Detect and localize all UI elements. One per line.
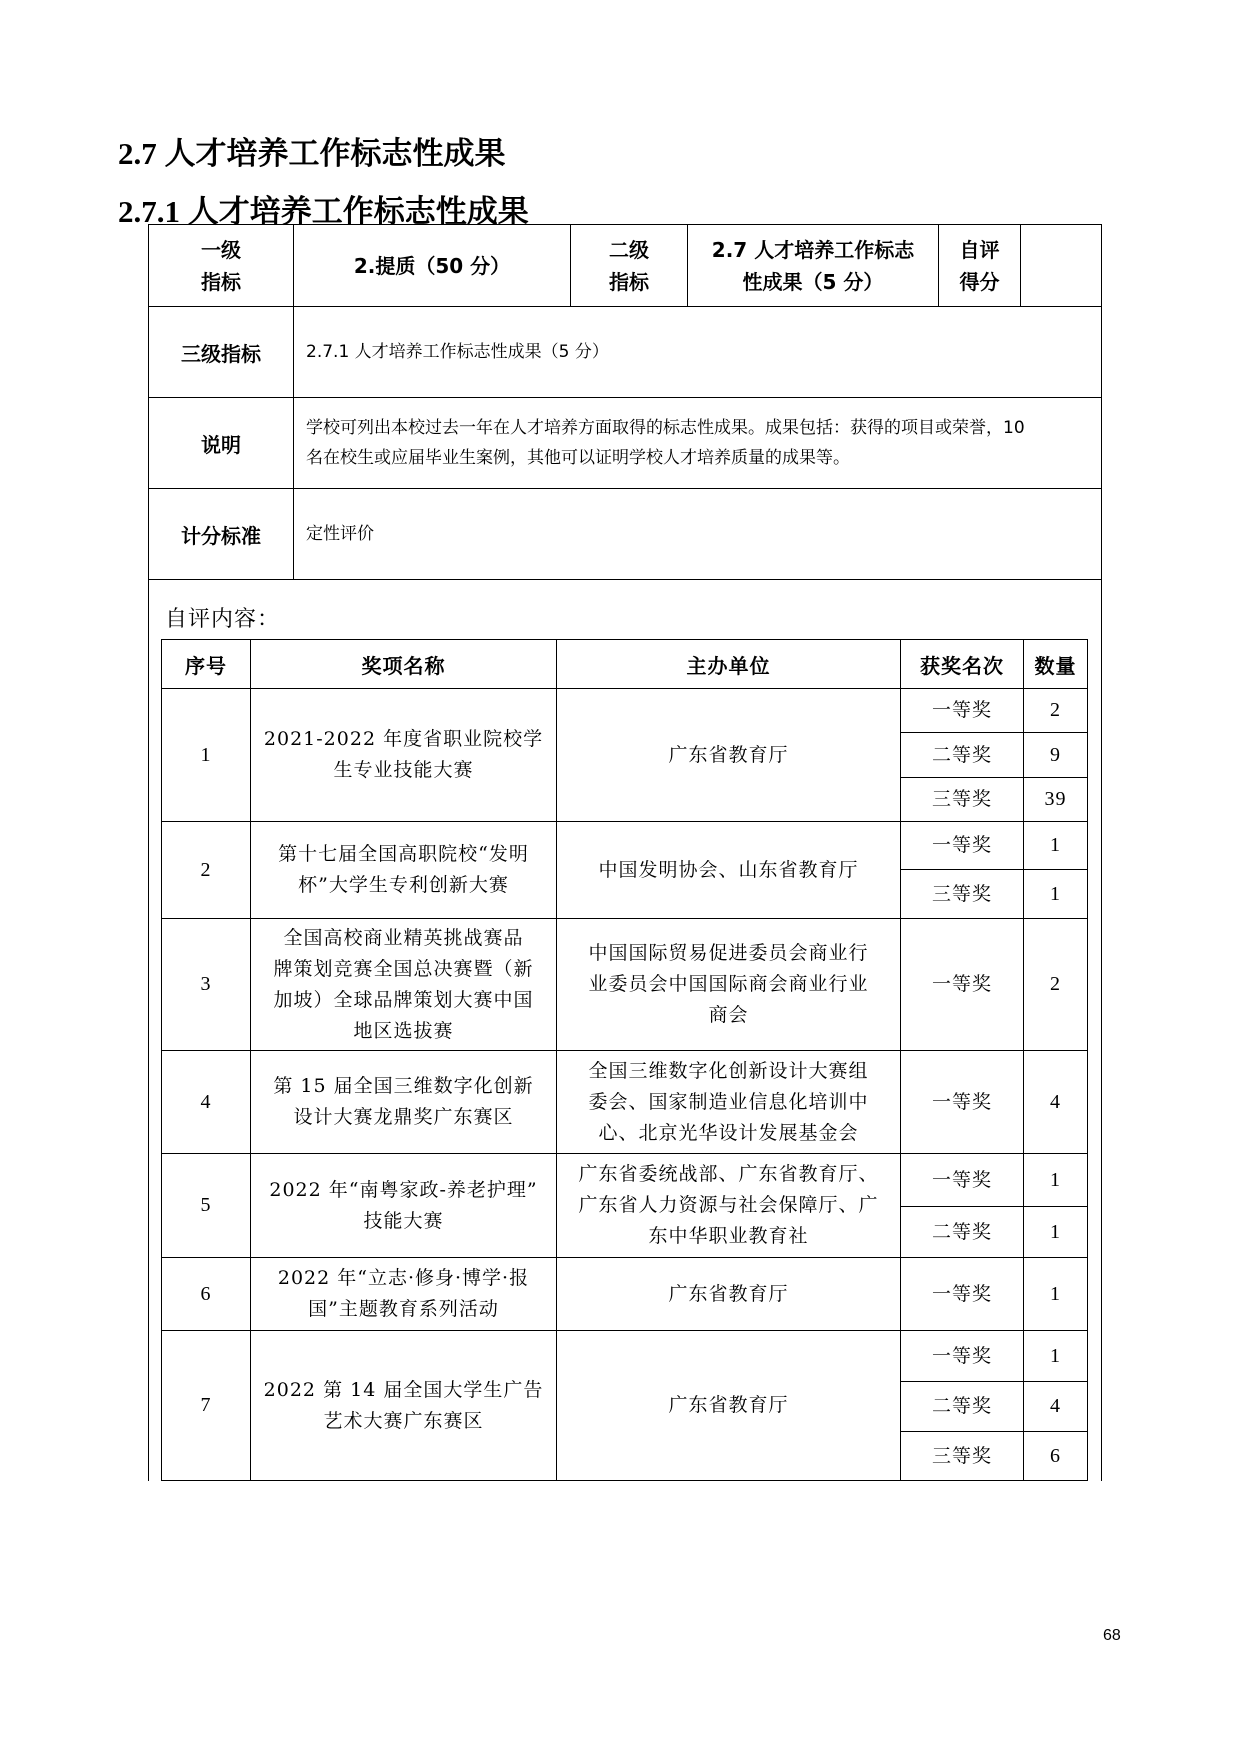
award-no: 1 — [162, 689, 251, 822]
awards-header-row — [162, 640, 1088, 689]
award-count: 9 — [1024, 733, 1088, 778]
level2-label: 二级 指标 — [571, 225, 688, 307]
award-name: 第 15 届全国三维数字化创新 设计大赛龙鼎奖广东赛区 — [251, 1051, 557, 1154]
award-no: 5 — [162, 1154, 251, 1258]
award-count: 1 — [1024, 870, 1088, 919]
award-organizer: 中国发明协会、山东省教育厅 — [557, 822, 901, 919]
award-count: 1 — [1024, 822, 1088, 870]
table-row — [162, 1154, 1088, 1207]
description-label: 说明 — [149, 398, 294, 489]
award-rank: 一等奖 — [901, 689, 1024, 733]
header-count: 数量 — [1024, 640, 1088, 689]
award-organizer: 广东省教育厅 — [557, 689, 901, 822]
award-count: 1 — [1024, 1331, 1088, 1382]
description-row — [149, 398, 1102, 489]
award-rank: 一等奖 — [901, 822, 1024, 870]
table-row — [162, 689, 1088, 733]
self-score-label: 自评 得分 — [939, 225, 1021, 307]
award-no: 6 — [162, 1258, 251, 1331]
award-rank: 二等奖 — [901, 1382, 1024, 1432]
self-eval-row — [149, 580, 1102, 1482]
level3-row — [149, 307, 1102, 398]
award-no: 2 — [162, 822, 251, 919]
page-number: 68 — [1103, 1627, 1121, 1644]
self-score-value — [1021, 225, 1102, 307]
award-count: 1 — [1024, 1207, 1088, 1258]
subsection-title: 2.7.1 人才培养工作标志性成果 — [118, 194, 529, 229]
table-row — [162, 822, 1088, 870]
award-rank: 二等奖 — [901, 733, 1024, 778]
award-rank: 一等奖 — [901, 1051, 1024, 1154]
award-organizer: 广东省委统战部、广东省教育厅、 广东省人力资源与社会保障厅、广 东中华职业教育社 — [557, 1154, 901, 1258]
table-row — [162, 919, 1088, 1051]
award-no: 3 — [162, 919, 251, 1051]
award-count: 1 — [1024, 1258, 1088, 1331]
section-title: 2.7 人才培养工作标志性成果 — [118, 136, 506, 171]
table-row — [162, 1331, 1088, 1382]
self-eval-label: 自评内容： — [165, 607, 281, 632]
award-name: 2022 年“立志·修身·博学·报 国”主题教育系列活动 — [251, 1258, 557, 1331]
award-rank: 一等奖 — [901, 1154, 1024, 1207]
header-no: 序号 — [162, 640, 251, 689]
award-organizer: 全国三维数字化创新设计大赛组 委会、国家制造业信息化培训中 心、北京光华设计发展基金会 — [557, 1051, 901, 1154]
award-count: 2 — [1024, 919, 1088, 1051]
award-rank: 三等奖 — [901, 1432, 1024, 1481]
self-eval-cell — [149, 580, 1102, 1482]
level1-label: 一级 指标 — [149, 225, 294, 307]
award-count: 6 — [1024, 1432, 1088, 1481]
award-count: 1 — [1024, 1154, 1088, 1207]
award-count: 39 — [1024, 778, 1088, 822]
award-name: 第十七届全国高职院校“发明 杯”大学生专利创新大赛 — [251, 822, 557, 919]
award-count: 4 — [1024, 1051, 1088, 1154]
indicator-header-row — [149, 225, 1102, 307]
award-organizer: 广东省教育厅 — [557, 1331, 901, 1481]
award-rank: 三等奖 — [901, 778, 1024, 822]
level2-value: 2.7 人才培养工作标志 性成果（5 分） — [688, 225, 939, 307]
award-name: 2021-2022 年度省职业院校学 生专业技能大赛 — [251, 689, 557, 822]
award-rank: 二等奖 — [901, 1207, 1024, 1258]
award-organizer: 广东省教育厅 — [557, 1258, 901, 1331]
award-count: 2 — [1024, 689, 1088, 733]
award-rank: 一等奖 — [901, 1258, 1024, 1331]
header-award-name: 奖项名称 — [251, 640, 557, 689]
table-row — [162, 1258, 1088, 1331]
table-row — [162, 1051, 1088, 1154]
award-rank: 一等奖 — [901, 1331, 1024, 1382]
award-no: 4 — [162, 1051, 251, 1154]
level3-value: 2.7.1 人才培养工作标志性成果（5 分） — [294, 307, 1102, 398]
awards-table — [161, 639, 1088, 1481]
level3-label: 三级指标 — [149, 307, 294, 398]
description-value: 学校可列出本校过去一年在人才培养方面取得的标志性成果。成果包括：获得的项目或荣誉，10 名在校生或应届毕业生案例，其他可以证明学校人才培养质量的成果等。 — [294, 398, 1102, 489]
award-organizer: 中国国际贸易促进委员会商业行 业委员会中国国际商会商业行业 商会 — [557, 919, 901, 1051]
level1-value: 2.提质（50 分） — [294, 225, 571, 307]
header-organizer: 主办单位 — [557, 640, 901, 689]
scoring-label: 计分标准 — [149, 489, 294, 580]
scoring-row — [149, 489, 1102, 580]
header-rank: 获奖名次 — [901, 640, 1024, 689]
award-name: 2022 第 14 届全国大学生广告 艺术大赛广东赛区 — [251, 1331, 557, 1481]
award-name: 全国高校商业精英挑战赛品 牌策划竞赛全国总决赛暨（新 加坡）全球品牌策划大赛中国 地区选拔赛 — [251, 919, 557, 1051]
award-rank: 三等奖 — [901, 870, 1024, 919]
scoring-value: 定性评价 — [294, 489, 1102, 580]
award-rank: 一等奖 — [901, 919, 1024, 1051]
award-name: 2022 年“南粤家政-养老护理” 技能大赛 — [251, 1154, 557, 1258]
award-no: 7 — [162, 1331, 251, 1481]
indicator-table — [148, 224, 1102, 1481]
award-count: 4 — [1024, 1382, 1088, 1432]
